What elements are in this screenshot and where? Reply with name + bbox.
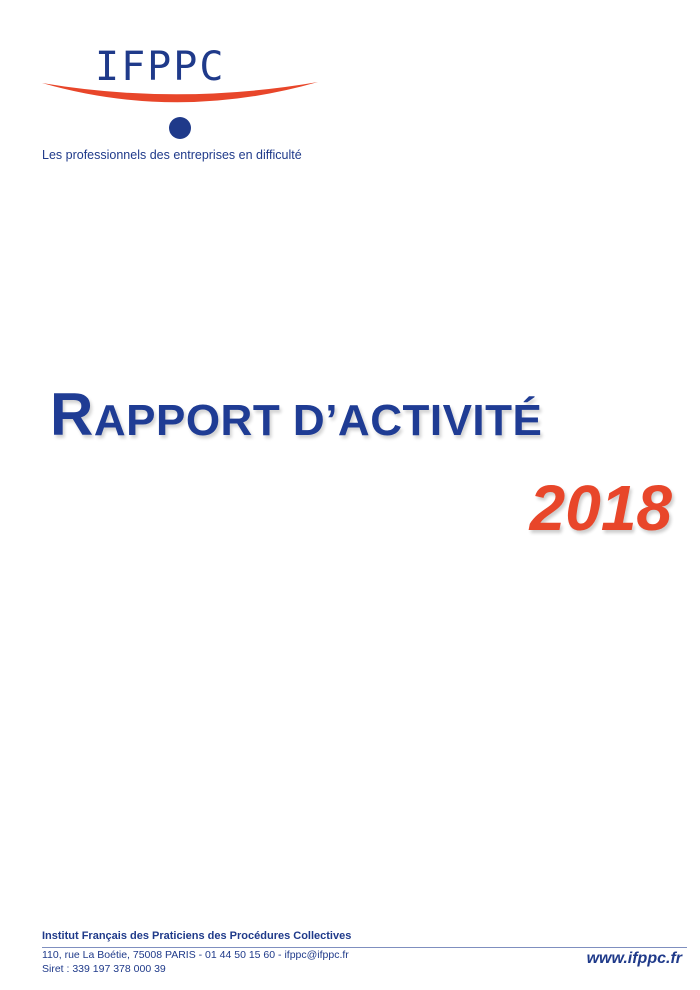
logo-wordmark: IFPPC xyxy=(95,44,226,90)
logo-wordmark-graphic xyxy=(38,40,338,100)
title-rest: APPORT D’ACTIVITÉ xyxy=(93,396,543,445)
title-initial: R xyxy=(50,381,94,448)
footer-website-link[interactable]: www.ifppc.fr xyxy=(586,950,682,967)
footer-siret: Siret : 339 197 378 000 39 xyxy=(42,963,166,975)
ifppc-logo xyxy=(38,40,338,170)
footer-divider xyxy=(42,947,687,948)
report-title xyxy=(50,381,680,448)
footer xyxy=(42,930,682,975)
logo-dot xyxy=(169,117,191,139)
logo-tagline: Les professionnels des entreprises en difficulté xyxy=(42,148,302,162)
footer-organization: Institut Français des Praticiens des Procédures Collectives xyxy=(42,930,352,942)
footer-address: 110, rue La Boétie, 75008 PARIS - 01 44 50 15 60 - ifppc@ifppc.fr xyxy=(42,949,349,961)
report-year: 2018 xyxy=(529,472,672,544)
